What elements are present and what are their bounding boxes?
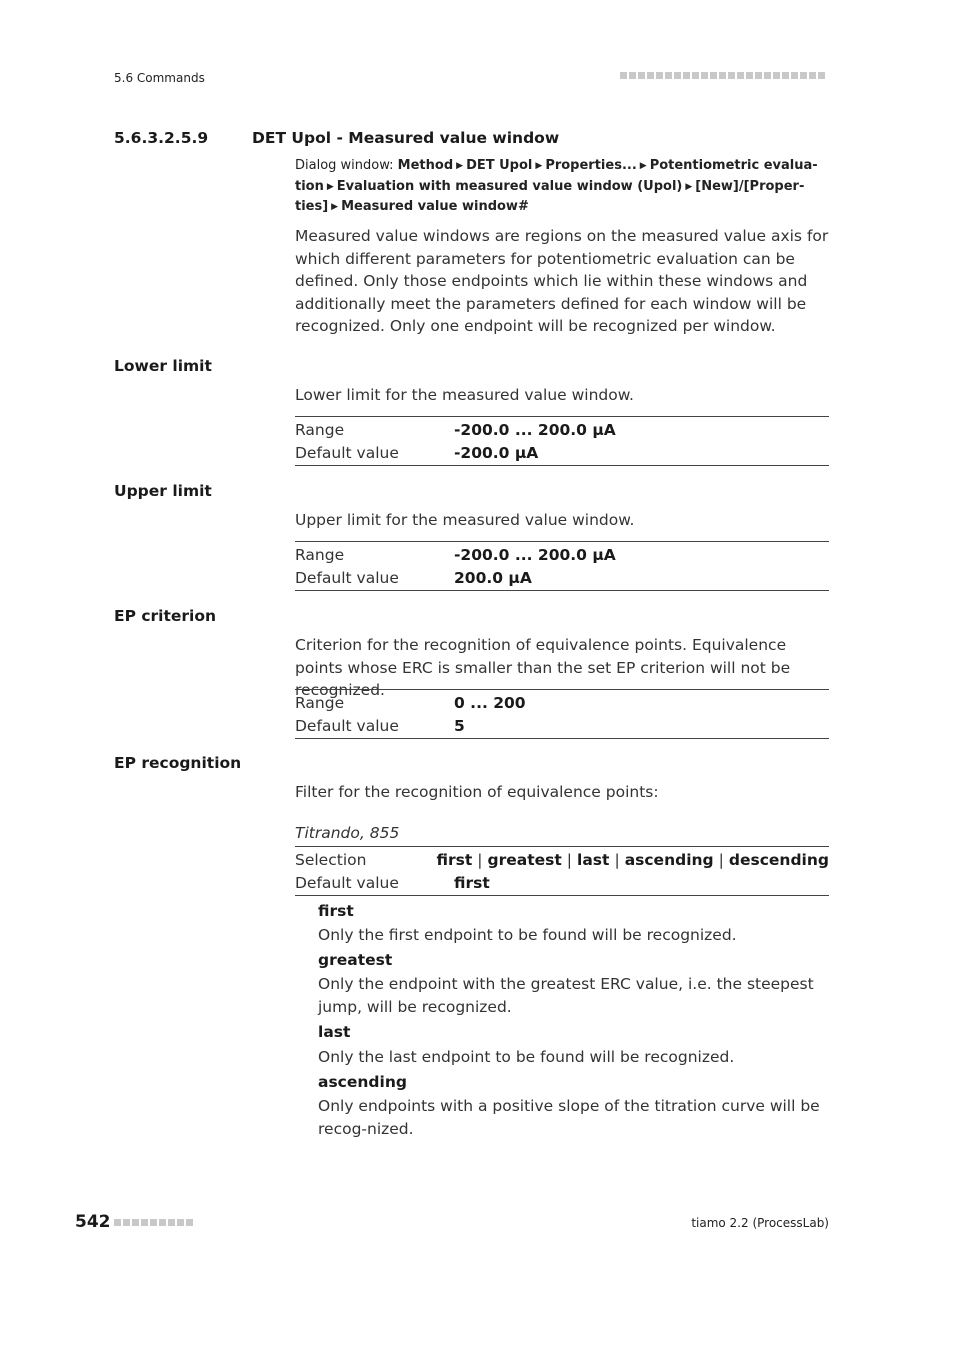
param-heading-ep-recognition: EP recognition	[114, 754, 242, 772]
param-heading-ep-criterion: EP criterion	[114, 607, 217, 625]
range-label: Range	[295, 694, 345, 712]
option-heading-first: first	[318, 902, 354, 920]
path-item: Measured value window#	[341, 199, 529, 214]
default-label: Default value	[295, 716, 399, 735]
selection-values	[437, 849, 830, 872]
dialog-path-line-1	[295, 156, 829, 177]
selection-option: first	[436, 851, 473, 869]
dialog-path-prefix: Dialog window:	[295, 158, 394, 173]
option-description-ascending: Only endpoints with a positive slope of the titration curve will be recog-nized.	[318, 1097, 820, 1138]
option-heading-last: last	[318, 1023, 351, 1041]
option-description-first: Only the first endpoint to be found will be recognized.	[318, 926, 737, 944]
triangle-right-icon: ▶	[326, 181, 334, 192]
range-label: Range	[295, 546, 345, 564]
range-label: Range	[295, 421, 345, 439]
selection-row	[295, 849, 829, 872]
range-value: 0 ... 200	[454, 694, 526, 712]
param-description-lower-limit: Lower limit for the measured value window.	[295, 386, 634, 404]
param-description-ep-recognition: Filter for the recognition of equivalence points:	[295, 783, 659, 801]
param-table-ep-criterion	[295, 689, 829, 739]
default-row	[295, 872, 829, 895]
default-row	[295, 442, 829, 465]
default-label: Default value	[295, 443, 399, 462]
triangle-right-icon: ▶	[639, 161, 647, 171]
range-row	[295, 692, 829, 715]
device-note: Titrando, 855	[295, 824, 400, 842]
section-number: 5.6.3.2.5.9	[114, 129, 209, 147]
default-row	[295, 567, 829, 590]
selection-option: greatest	[487, 851, 562, 869]
default-value: first	[454, 873, 490, 892]
path-item: Potentiometric evalua-	[649, 158, 818, 173]
triangle-right-icon: ▶	[535, 161, 543, 171]
param-table-upper-limit	[295, 541, 829, 591]
path-item: ties]	[295, 199, 329, 214]
section-title: DET Upol - Measured value window	[252, 129, 560, 147]
default-value: -200.0 µA	[454, 443, 539, 462]
running-header-section: 5.6 Commands	[114, 71, 205, 85]
path-item: Evaluation with measured value window (Upol)	[336, 178, 683, 194]
selection-option: descending	[728, 851, 829, 869]
path-item: DET Upol	[466, 158, 533, 173]
dialog-path-line-2	[295, 177, 829, 198]
selection-option: ascending	[624, 851, 714, 869]
param-table-ep-recognition	[295, 846, 829, 896]
triangle-right-icon: ▶	[331, 202, 339, 212]
default-row	[295, 715, 829, 738]
option-separator: |	[614, 851, 620, 869]
option-heading-ascending: ascending	[318, 1073, 407, 1091]
range-row	[295, 544, 829, 567]
param-heading-upper-limit: Upper limit	[114, 482, 212, 500]
path-item: Properties...	[545, 158, 637, 173]
default-value: 200.0 µA	[454, 568, 532, 587]
path-item: Method	[397, 158, 454, 173]
option-heading-greatest: greatest	[318, 951, 393, 969]
page-number: 542	[75, 1212, 111, 1232]
option-description-last: Only the last endpoint to be found will be recognized.	[318, 1048, 735, 1066]
range-value: -200.0 ... 200.0 µA	[454, 546, 616, 564]
selection-label: Selection	[295, 851, 367, 869]
default-value: 5	[454, 716, 465, 735]
param-description-ep-criterion: Criterion for the recognition of equivalence points. Equivalence points whose ERC is smaller than the set EP criterion will not be recognized.	[295, 636, 791, 699]
dialog-path-line-3	[295, 197, 829, 218]
option-description-greatest: Only the endpoint with the greatest ERC value, i.e. the steepest jump, will be recognized.	[318, 975, 814, 1016]
path-item: tion	[295, 178, 324, 194]
triangle-right-icon: ▶	[456, 161, 464, 171]
footer-decorative-dots	[114, 1219, 193, 1226]
dialog-path	[295, 156, 829, 218]
param-description-upper-limit: Upper limit for the measured value window.	[295, 511, 635, 529]
range-row	[295, 419, 829, 442]
triangle-right-icon: ▶	[685, 181, 693, 192]
default-label: Default value	[295, 873, 399, 892]
footer-product: tiamo 2.2 (ProcessLab)	[691, 1216, 829, 1230]
default-label: Default value	[295, 568, 399, 587]
selection-option: last	[577, 851, 610, 869]
option-separator: |	[477, 851, 483, 869]
path-item: [New]/[Proper-	[695, 178, 805, 194]
param-heading-lower-limit: Lower limit	[114, 357, 212, 375]
param-table-lower-limit	[295, 416, 829, 466]
option-separator: |	[566, 851, 573, 869]
range-value: -200.0 ... 200.0 µA	[454, 421, 616, 439]
intro-paragraph: Measured value windows are regions on the measured value axis for which different parameters for potentiometric evaluation can be defined. Only those endpoints which lie within these windows and additionally meet the parameters defined for each window will be recognized. Only one endpoint will be recognized per window.	[295, 227, 829, 335]
option-separator: |	[718, 851, 724, 869]
header-decorative-dots	[620, 72, 829, 81]
